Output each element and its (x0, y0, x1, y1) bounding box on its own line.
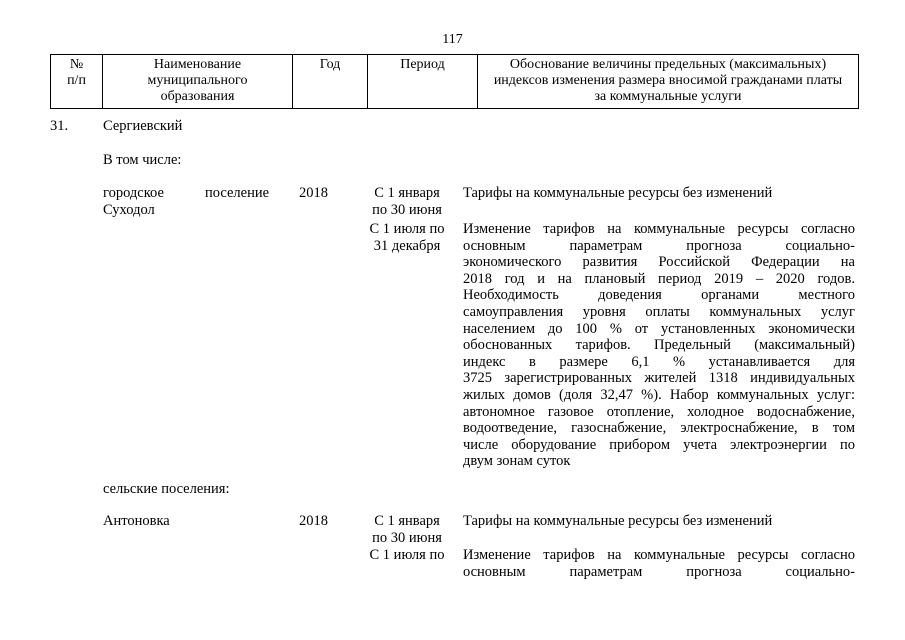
header-year: Год (293, 55, 368, 109)
suhodol-name-part3: Суходол (103, 202, 155, 218)
suhodol-text-line: водоотведение, газоснабжение, электроснабжение, в том (463, 420, 855, 437)
header-num: № п/п (51, 55, 103, 109)
header-justification: Обоснование величины предельных (максимальных) индексов изменения размера вносимой гражданами платы за коммунальные услуги (478, 55, 859, 109)
suhodol-text-line: экономического развития Российской Федерации на (463, 254, 855, 271)
suhodol-text-line: числе оборудование прибором учета электроэнергии по (463, 436, 855, 453)
suhodol-period-2: С 1 июля по 31 декабря (369, 221, 445, 254)
suhodol-text-line: самоуправления уровня оплаты коммунальных услуг (463, 303, 855, 320)
header-name: Наименование муниципального образования (103, 55, 293, 109)
antonovka-text-1: Тарифы на коммунальные ресурсы без изменений (463, 513, 773, 529)
suhodol-text-line: жилых домов (доля 32,47 %). Набор коммунальных услуг: (463, 386, 855, 403)
entry-name: Сергиевский (103, 118, 183, 134)
antonovka-period-1: С 1 января по 30 июня (372, 513, 442, 546)
suhodol-text-line: основным параметрам прогноза социально- (463, 237, 855, 254)
antonovka-year: 2018 (299, 513, 328, 529)
suhodol-text-line: Необходимость доведения органами местного (463, 287, 855, 304)
suhodol-period-1: С 1 января по 30 июня (372, 185, 442, 218)
table-header (50, 54, 859, 109)
page-number: 117 (442, 32, 463, 47)
suhodol-year: 2018 (299, 185, 328, 201)
suhodol-text-1: Тарифы на коммунальные ресурсы без изменений (463, 185, 773, 201)
suhodol-text-2 (463, 221, 855, 470)
suhodol-name-part1: городское (103, 185, 164, 201)
suhodol-text-line: населением до 100 % от установленных экономически (463, 320, 855, 337)
including-label: В том числе: (103, 152, 182, 168)
rural-settlements-label: сельские поселения: (103, 481, 230, 497)
antonovka-text-2 (463, 547, 855, 580)
suhodol-text-line: Изменение тарифов на коммунальные ресурсы согласно (463, 221, 855, 237)
suhodol-text-line: двум зонам суток (463, 453, 571, 470)
antonovka-text-line: основным параметрам прогноза социально- (463, 563, 855, 580)
suhodol-name-part2: поселение (205, 185, 270, 201)
entry-number: 31. (50, 118, 69, 134)
suhodol-text-line: обоснованных тарифов. Предельный (максимальный) (463, 337, 855, 354)
suhodol-text-line: 3725 зарегистрированных жителей 1318 индивидуальных (463, 370, 855, 387)
antonovka-name: Антоновка (103, 513, 170, 529)
suhodol-text-line: индекс в размере 6,1 % устанавливается для (463, 353, 855, 370)
header-period: Период (368, 55, 478, 109)
suhodol-text-line: автономное газовое отопление, холодное водоснабжение, (463, 403, 855, 420)
antonovka-text-line: Изменение тарифов на коммунальные ресурсы согласно (463, 547, 855, 563)
suhodol-text-line: 2018 год и на плановый период 2019 – 2020 годов. (463, 270, 855, 287)
antonovka-period-2: С 1 июля по (369, 547, 445, 563)
